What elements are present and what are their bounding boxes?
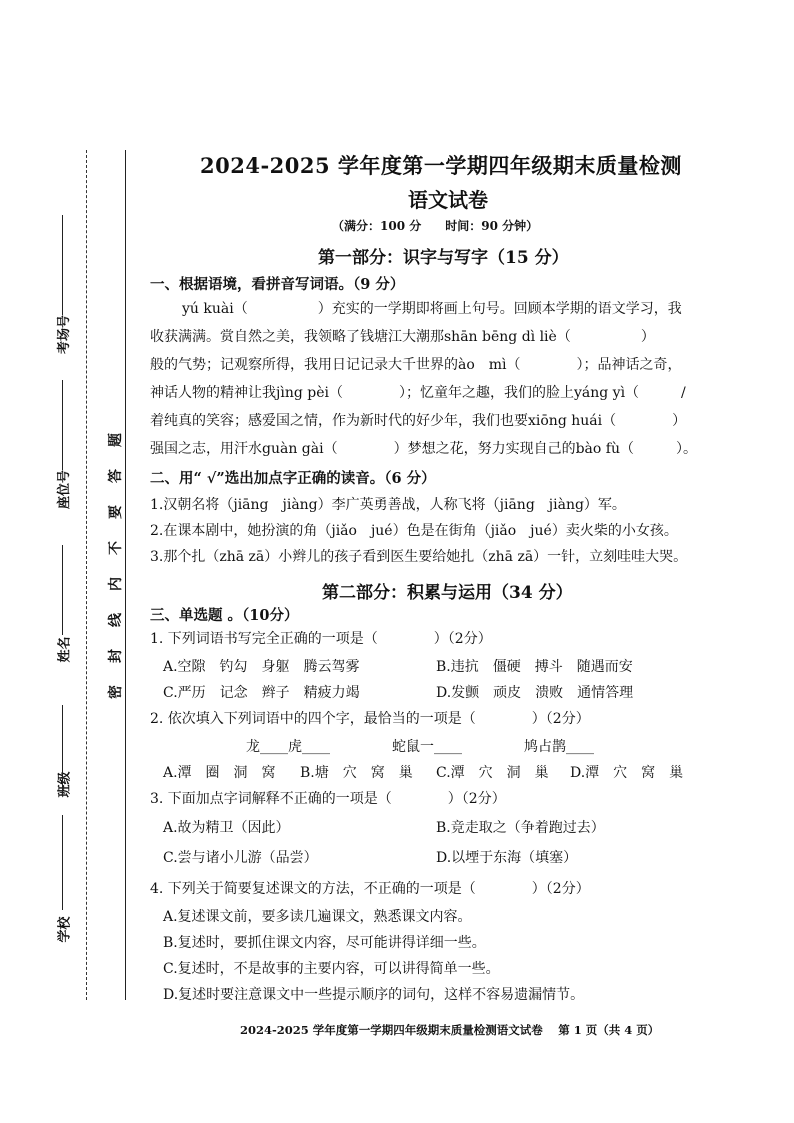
exam-subtitle: 语文试卷 [408,188,488,212]
q3-4-stem: 4. 下列关于简要复述课文的方法，不正确的一项是（ ）（2分） [150,881,590,897]
dashed-fold-line [86,150,87,1000]
q3-1-option-b[interactable]: B.违抗 僵硬 搏斗 随遇而安 [436,659,633,675]
seal-char: 要 [108,505,124,519]
exam-info: （满分：100 分 时间：90 分钟） [332,219,539,233]
q3-2-stem: 2. 依次填入下列词语中的四个字，最恰当的一项是（ ）（2分） [150,711,590,727]
q3-3-option-b[interactable]: B.竞走取之（争着跑过去） [436,820,605,836]
q3-2-option-a[interactable]: A.潭 圈 洞 窝 [163,765,276,781]
seal-char: 不 [108,541,124,555]
q3-4-option-b[interactable]: B.复述时，要抓住课文内容，尽可能讲得详细一些。 [163,935,486,951]
q3-1-option-d[interactable]: D.发颤 顽皮 溃败 通情答理 [436,685,634,701]
q3-2-fill-item: 龙____虎____ [246,739,330,755]
q1-line: yú kuài（ ）充实的一学期即将画上句号。回顾本学期的语文学习，我 [182,301,682,317]
part1-heading: 第一部分：识字与写字（15 分） [318,248,569,268]
seal-char: 题 [108,433,124,447]
q3-3-option-c[interactable]: C.尝与诸小儿游（品尝） [163,850,318,866]
q1-line: 强国之志，用汗水guàn gài（ ）梦想之花，努力实现自己的bào fù（ ）。 [150,441,697,457]
q1-line: 着纯真的笑容；感爱国之情，作为新时代的好少年，我们也要xiōng huái（ ） [150,413,687,429]
q3-1-stem: 1. 下列词语书写完全正确的一项是（ ）（2分） [150,631,492,647]
q3-2-option-c[interactable]: C.潭 穴 洞 巢 [436,765,549,781]
seal-char: 线 [108,613,124,627]
class-label: 班级 [57,771,73,798]
q1-line: 般的气势；记观察所得，我用日记记录大千世界的ào mì（ ）；品神话之奇， [150,357,682,373]
seal-line [125,150,126,1000]
q3-1-option-c[interactable]: C.严历 记念 辫子 精疲力竭 [163,685,360,701]
name-blank[interactable] [62,545,63,635]
q3-4-option-c[interactable]: C.复述时，不是故事的主要内容，可以讲得简单一些。 [163,961,500,977]
part2-heading: 第二部分：积累与运用（34 分） [322,583,573,603]
seat-no-label: 座位号 [57,469,73,510]
name-label: 姓名 [57,636,73,663]
q3-heading: 三、单选题 。（10分） [150,607,299,624]
seal-char: 答 [108,469,124,483]
seal-char: 密 [108,685,124,699]
q3-3-option-d[interactable]: D.以堙于东海（填塞） [436,850,578,866]
q3-4-option-a[interactable]: A.复述课文前，要多读几遍课文，熟悉课文内容。 [163,909,472,925]
seal-char: 封 [108,649,124,663]
q3-1-option-a[interactable]: A.空隙 钓勾 身躯 腾云驾雾 [163,659,360,675]
q3-2-option-b[interactable]: B.塘 穴 窝 巢 [300,765,413,781]
q3-4-option-d[interactable]: D.复述时要注意课文中一些提示顺序的词句，这样不容易遗漏情节。 [163,987,585,1003]
school-label: 学校 [57,916,73,943]
q1-heading: 一、根据语境，看拼音写词语。（9 分） [150,276,405,293]
seal-char: 内 [108,577,124,591]
q2-line: 1.汉朝名将（jiāng jiàng）李广英勇善战，人称飞将（jiāng jiàng）军。 [150,497,626,513]
class-blank[interactable] [62,705,63,795]
q1-line: 神话人物的精神让我jìng pèi（ ）；忆童年之趣，我们的脸上yáng yì（ / [150,385,686,401]
q2-heading: 二、用“ √”选出加点字正确的读音。（6 分） [150,470,436,487]
school-blank[interactable] [62,815,63,910]
q2-line: 3.那个扎（zhā zā）小辫儿的孩子看到医生要给她扎（zhā zā）一针，立刻哇哇大哭。 [150,549,688,565]
q1-line: 收获满满。赏自然之美，我领略了钱塘江大潮那shān bēng dì liè（ ） [150,329,655,345]
q3-3-stem: 3. 下面加点字词解释不正确的一项是（ ）（2分） [150,791,506,807]
page-footer: 2024-2025 学年度第一学期四年级期末质量检测语文试卷 第 1 页（共 4 页） [240,1023,660,1037]
q3-2-option-d[interactable]: D.潭 穴 窝 巢 [570,765,684,781]
seat-no-blank[interactable] [62,380,63,470]
q2-line: 2.在课本剧中，她扮演的角（jiǎo jué）色是在街角（jiǎo jué）卖火柴的小女孩。 [150,523,678,539]
exam-no-label: 考场号 [57,314,73,355]
q3-3-option-a[interactable]: A.故为精卫（因此） [163,820,290,836]
exam-title: 2024-2025 学年度第一学期四年级期末质量检测 [200,153,682,178]
q3-2-fill-item: 蛇鼠一____ [392,739,462,755]
q3-2-fill-item: 鸠占鹊____ [524,739,594,755]
exam-no-blank[interactable] [62,215,63,315]
